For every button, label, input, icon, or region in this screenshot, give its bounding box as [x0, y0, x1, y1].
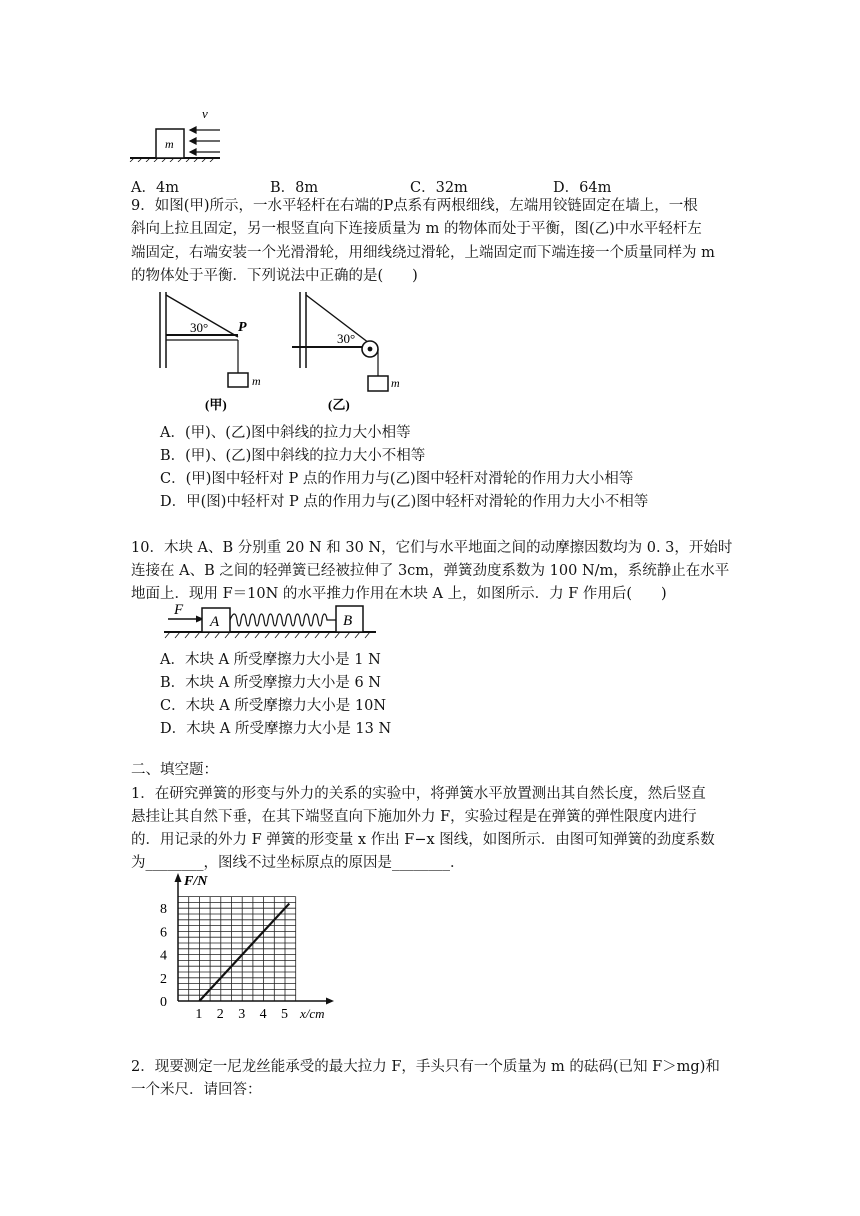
q9-option-a: A．(甲)、(乙)图中斜线的拉力大小相等 — [160, 425, 411, 441]
x-tick-label: 2 — [216, 1007, 224, 1022]
x-tick-label: 4 — [259, 1007, 267, 1022]
x-tick-label: 5 — [281, 1007, 288, 1022]
q8-option-b: B．8m — [270, 180, 319, 196]
mass-block-jia — [228, 373, 248, 387]
series-line — [199, 904, 289, 1001]
y-tick-label: 8 — [160, 902, 167, 918]
q10-figure — [160, 600, 380, 644]
y-tick-label: 2 — [160, 971, 167, 987]
y-tick-label: 6 — [160, 925, 167, 941]
q8-option-d: D．64m — [553, 180, 612, 196]
q9-option-c: C．(甲)图中轻杆对 P 点的作用力与(乙)图中轻杆对滑轮的作用力大小相等 — [160, 471, 634, 487]
q9-stem-line-4: 的物体处于平衡．下列说法中正确的是( ) — [131, 268, 418, 284]
q9-figure — [150, 288, 410, 416]
q9-option-d: D．甲(图)中轻杆对 P 点的作用力与(乙)图中轻杆对滑轮的作用力大小不相等 — [160, 494, 649, 510]
q10-option-b: B．木块 A 所受摩擦力大小是 6 N — [160, 675, 381, 691]
fill-q1-line-3: 的．用记录的外力 F 弹簧的形变量 x 作出 F−x 图线，如图所示．由图可知弹簧的劲度系数 — [131, 832, 715, 848]
point-p-label: P — [238, 320, 247, 335]
chart-series — [199, 904, 289, 1001]
flow-arrows — [190, 127, 220, 155]
q10-stem-line-1: 10．木块 A、B 分别重 20 N 和 30 N，它们与水平地面之间的动摩擦因数均为 0. 3，开始时 — [131, 540, 733, 556]
q9-stem-line-1: 9．如图(甲)所示，一水平轻杆在右端的P点系有两根细线，左端用铰链固定在墙上，一根 — [131, 198, 698, 214]
fill-q2-line-2: 一个米尺．请回答： — [131, 1082, 262, 1098]
x-axis-arrow-icon — [326, 998, 334, 1005]
fx-chart — [150, 868, 350, 1026]
q8-option-a: A．4m — [131, 180, 179, 196]
y-tick-label: 0 — [160, 995, 167, 1010]
y-axis-label: F/N — [184, 874, 208, 889]
block-b-label: B — [343, 613, 353, 629]
figure-jia — [160, 292, 261, 412]
q9-stem-line-2: 斜向上拉且固定，另一根竖直向下连接质量为 m 的物体而处于平衡，图(乙)中水平轻杆左 — [131, 221, 702, 237]
q10-stem-line-3: 地面上．现用 F＝10N 的水平推力作用在木块 A 上，如图所示．力 F 作用后( ) — [131, 586, 667, 602]
q9-stem-line-3: 端固定，右端安装一个光滑滑轮，用细线绕过滑轮，上端固定而下端连接一个质量同样为 m — [131, 245, 715, 261]
mass-label-yi: m — [391, 376, 400, 390]
mass-block-yi — [368, 376, 388, 391]
y-axis-arrow-icon — [175, 873, 182, 882]
caption-jia: (甲) — [205, 397, 227, 412]
fill-q2-line-1: 2．现要测定一尼龙丝能承受的最大拉力 F，手头只有一个质量为 m 的砝码(已知 F＞mg)和 — [131, 1059, 720, 1075]
spring-icon — [230, 614, 336, 626]
x-axis-label: x/cm — [300, 1006, 325, 1021]
mass-label-jia: m — [252, 374, 261, 388]
block-m-label: m — [165, 137, 174, 151]
q8-figure — [128, 108, 224, 162]
q8-option-c: C．32m — [410, 180, 468, 196]
fill-q1-line-1: 1．在研究弹簧的形变与外力的关系的实验中，将弹簧水平放置测出其自然长度，然后竖直 — [131, 786, 706, 802]
q9-option-b: B．(甲)、(乙)图中斜线的拉力大小不相等 — [160, 448, 426, 464]
x-tick-label: 1 — [195, 1007, 203, 1022]
q8-options — [131, 176, 611, 197]
caption-yi: (乙) — [328, 397, 350, 412]
velocity-label: v — [202, 108, 208, 121]
block-a-label: A — [210, 614, 220, 630]
y-tick-label: 4 — [160, 948, 167, 964]
angle-label-yi: 30° — [337, 331, 356, 346]
fill-q1-line-2: 悬挂让其自然下垂，在其下端竖直向下施加外力 F，实验过程是在弹簧的弹性限度内进行 — [131, 809, 697, 825]
chart-grid — [178, 897, 296, 1001]
force-f-label: F — [174, 602, 184, 618]
q10-option-a: A．木块 A 所受摩擦力大小是 1 N — [160, 652, 381, 668]
x-tick-label: 3 — [238, 1007, 246, 1022]
figure-yi — [292, 292, 400, 412]
q10-option-c: C．木块 A 所受摩擦力大小是 10N — [160, 698, 387, 714]
q10-stem-line-2: 连接在 A、B 之间的轻弹簧已经被拉伸了 3cm，弹簧劲度系数为 100 N/m，系统静止在水平 — [131, 563, 730, 579]
fill-q1-line-4: 为________，图线不过坐标原点的原因是________． — [131, 855, 465, 871]
q10-option-d: D．木块 A 所受摩擦力大小是 13 N — [160, 721, 392, 737]
angle-label-jia: 30° — [190, 320, 209, 335]
section-heading: 二、填空题： — [131, 762, 218, 778]
